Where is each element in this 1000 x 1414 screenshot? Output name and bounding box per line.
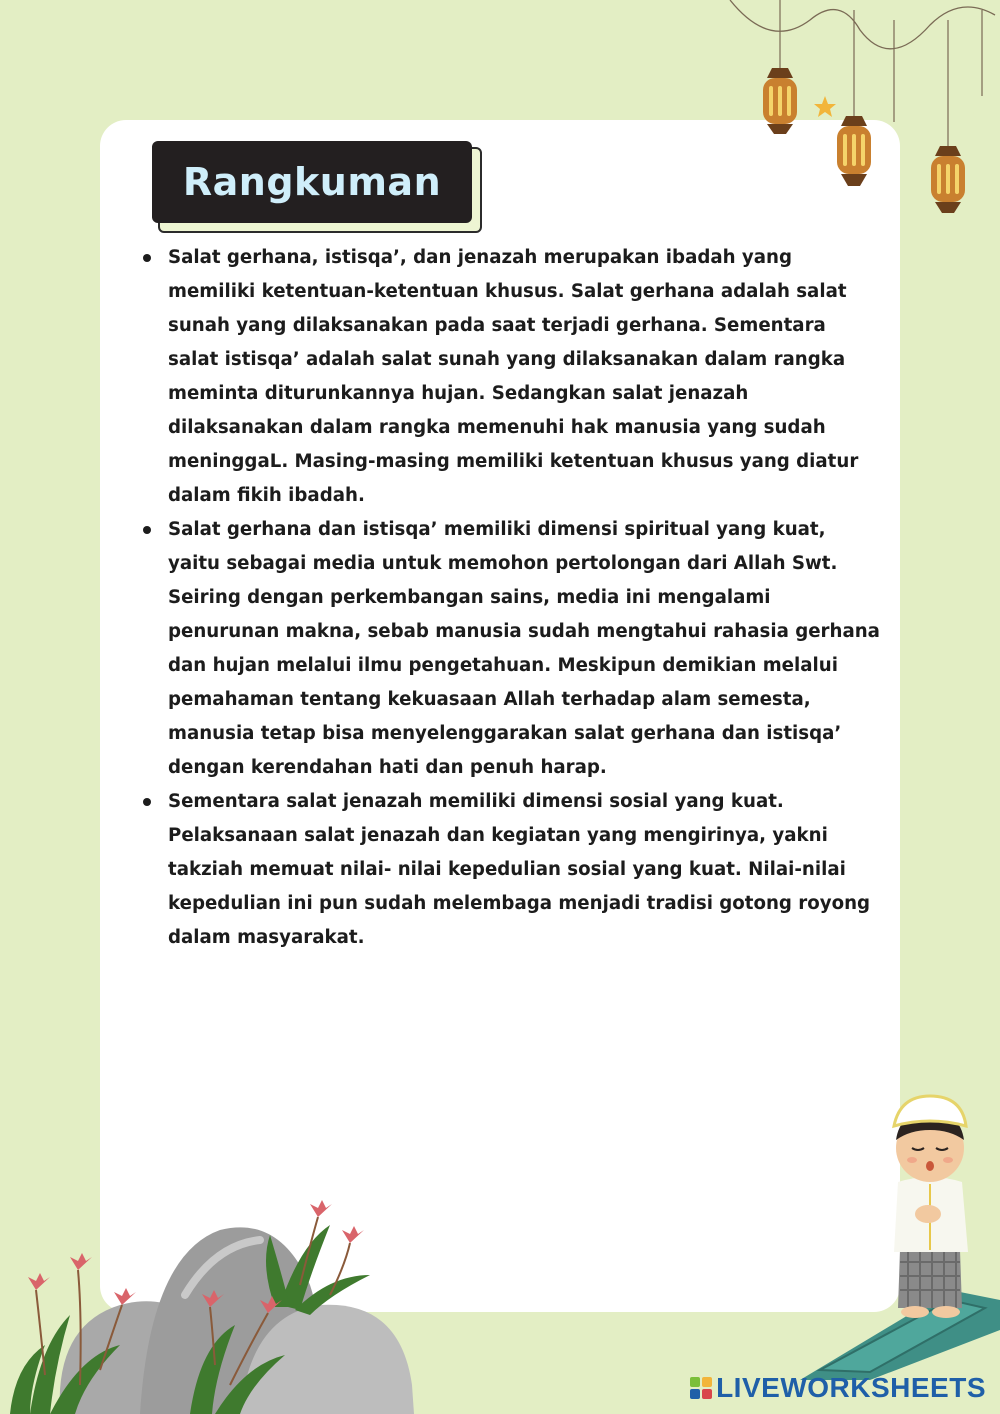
list-item-text: Salat gerhana dan istisqa’ memiliki dimensi spiritual yang kuat, yaitu sebagai media untuk memohon pertolongan dari Allah Swt. Seiring dengan perkembangan sains, media ini mengalami penurunan makna, sebab manusia sudah mengtahui rahasia gerhana dan hujan melalui ilmu pengetahuan. Meskipun demikian melalui pemahaman tentang kekuasaan Allah terhadap alam semesta, manusia tetap bisa menyelenggarakan salat gerhana dan istisqa’ dengan kerendahan hati dan penuh harap. [168,519,880,778]
list-item-text: Sementara salat jenazah memiliki dimensi sosial yang kuat. Pelaksanaan salat jenazah dan kegiatan yang mengirinya, yakni takziah memuat nilai- nilai kepedulian sosial yang kuat. Nilai-nilai kepedulian ini pun sudah melembaga menjadi tradisi gotong royong dalam masyarakat. [168,791,871,948]
bullet-icon [143,526,151,534]
list-item-text: Salat gerhana, istisqa’, dan jenazah merupakan ibadah yang memiliki ketentuan-ketentuan khusus. Salat gerhana adalah salat sunah yang dilaksanakan pada saat terjadi gerhana. Sementara salat istisqa’ adalah salat sunah yang dilaksanakan dalam rangka meminta diturunkannya hujan. Sedangkan salat jenazah dilaksanakan dalam rangka memenuhi hak manusia yang sudah meninggaL. Masing-masing memiliki ketentuan khusus yang diatur dalam fikih ibadah. [168,247,859,506]
summary-list [140,241,880,955]
crescent-moon-icon [887,20,904,150]
liveworksheets-watermark [690,1372,986,1404]
rocks-flowers-decoration [0,1195,430,1414]
watermark-text: LIVEWORKSHEETS [716,1372,986,1403]
list-item [140,785,880,955]
hanging-lantern-icon [931,20,965,213]
bullet-icon [143,254,151,262]
praying-boy-illustration [800,1090,1000,1380]
flower-icon [28,1273,50,1290]
bullet-icon [143,798,151,806]
star-icon [814,96,836,117]
list-item [140,241,880,513]
flower-icon [70,1253,92,1270]
flower-icon [342,1226,364,1243]
hanging-lantern-icon [763,0,797,134]
page-title: Rangkuman [182,160,442,204]
hanging-lanterns-decoration [720,0,1000,225]
liveworksheets-logo-icon [690,1377,712,1399]
list-item [140,513,880,785]
crescent-moon-icon [973,10,992,125]
title-box [152,141,472,223]
flower-icon [310,1200,332,1217]
